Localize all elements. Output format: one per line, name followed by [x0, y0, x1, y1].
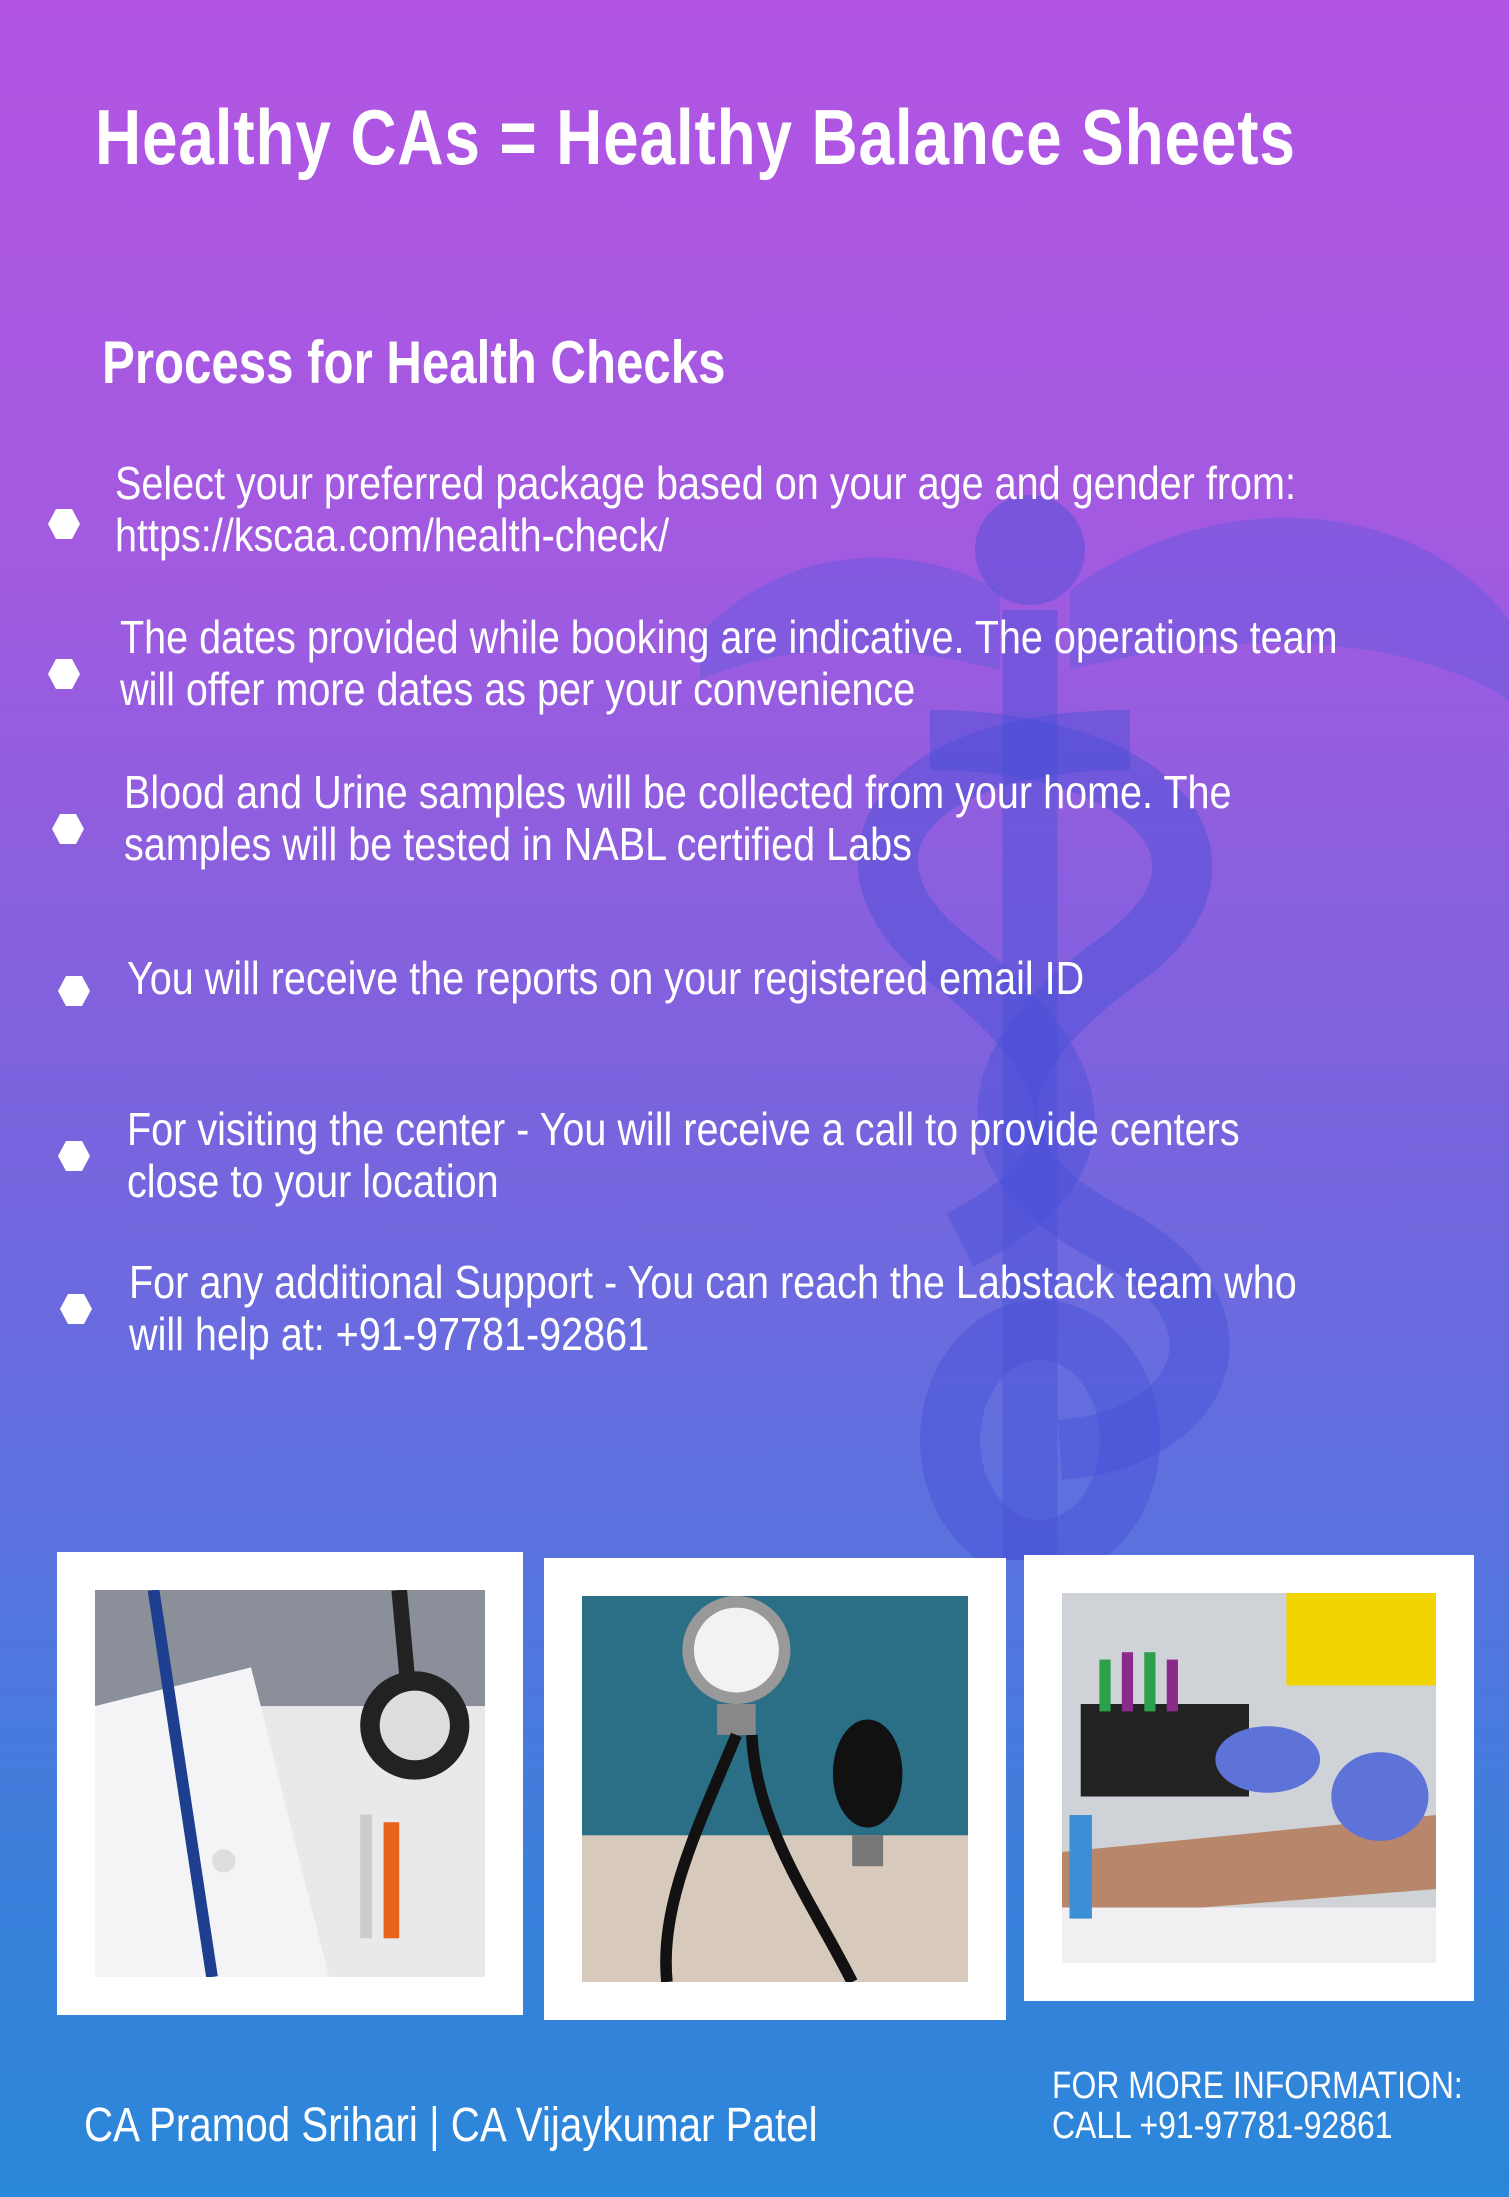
- bullet-icon: [48, 659, 80, 689]
- step-text: For visiting the center - You will receive a call to provide centers: [127, 1103, 1240, 1155]
- step-text: will offer more dates as per your convenience: [120, 663, 916, 715]
- bullet-icon: [52, 814, 84, 844]
- footer-names: CA Pramod Srihari | CA Vijaykumar Patel: [84, 2099, 818, 2152]
- step-text: For any additional Support - You can reach the Labstack team who: [129, 1256, 1297, 1308]
- contact-phone[interactable]: CALL +91-97781-92861: [1052, 2105, 1393, 2147]
- step-text: samples will be tested in NABL certified Labs: [124, 818, 912, 870]
- step-text: You will receive the reports on your registered email ID: [127, 952, 1085, 1004]
- photo-blood-pressure-monitor: [544, 1558, 1006, 2020]
- step-text: Select your preferred package based on your age and gender from:: [115, 457, 1296, 509]
- step-text: close to your location: [127, 1155, 499, 1207]
- bullet-icon: [58, 976, 90, 1006]
- bullet-icon: [60, 1294, 92, 1324]
- footer-contact: [1052, 2066, 1463, 2146]
- step-text: will help at: +91-97781-92861: [129, 1308, 650, 1360]
- step-link[interactable]: https://kscaa.com/health-check/: [115, 509, 670, 561]
- photo-blood-sample-collection: [1024, 1555, 1474, 2001]
- step-text: Blood and Urine samples will be collected from your home. The: [124, 766, 1232, 818]
- section-title: Process for Health Checks: [102, 329, 726, 396]
- bullet-icon: [58, 1141, 90, 1171]
- step-text: The dates provided while booking are indicative. The operations team: [120, 611, 1338, 663]
- page-title: Healthy CAs = Healthy Balance Sheets: [95, 93, 1296, 181]
- contact-heading: FOR MORE INFORMATION:: [1052, 2065, 1463, 2107]
- photo-doctor-stethoscope: [57, 1552, 523, 2015]
- bullet-icon: [48, 509, 80, 539]
